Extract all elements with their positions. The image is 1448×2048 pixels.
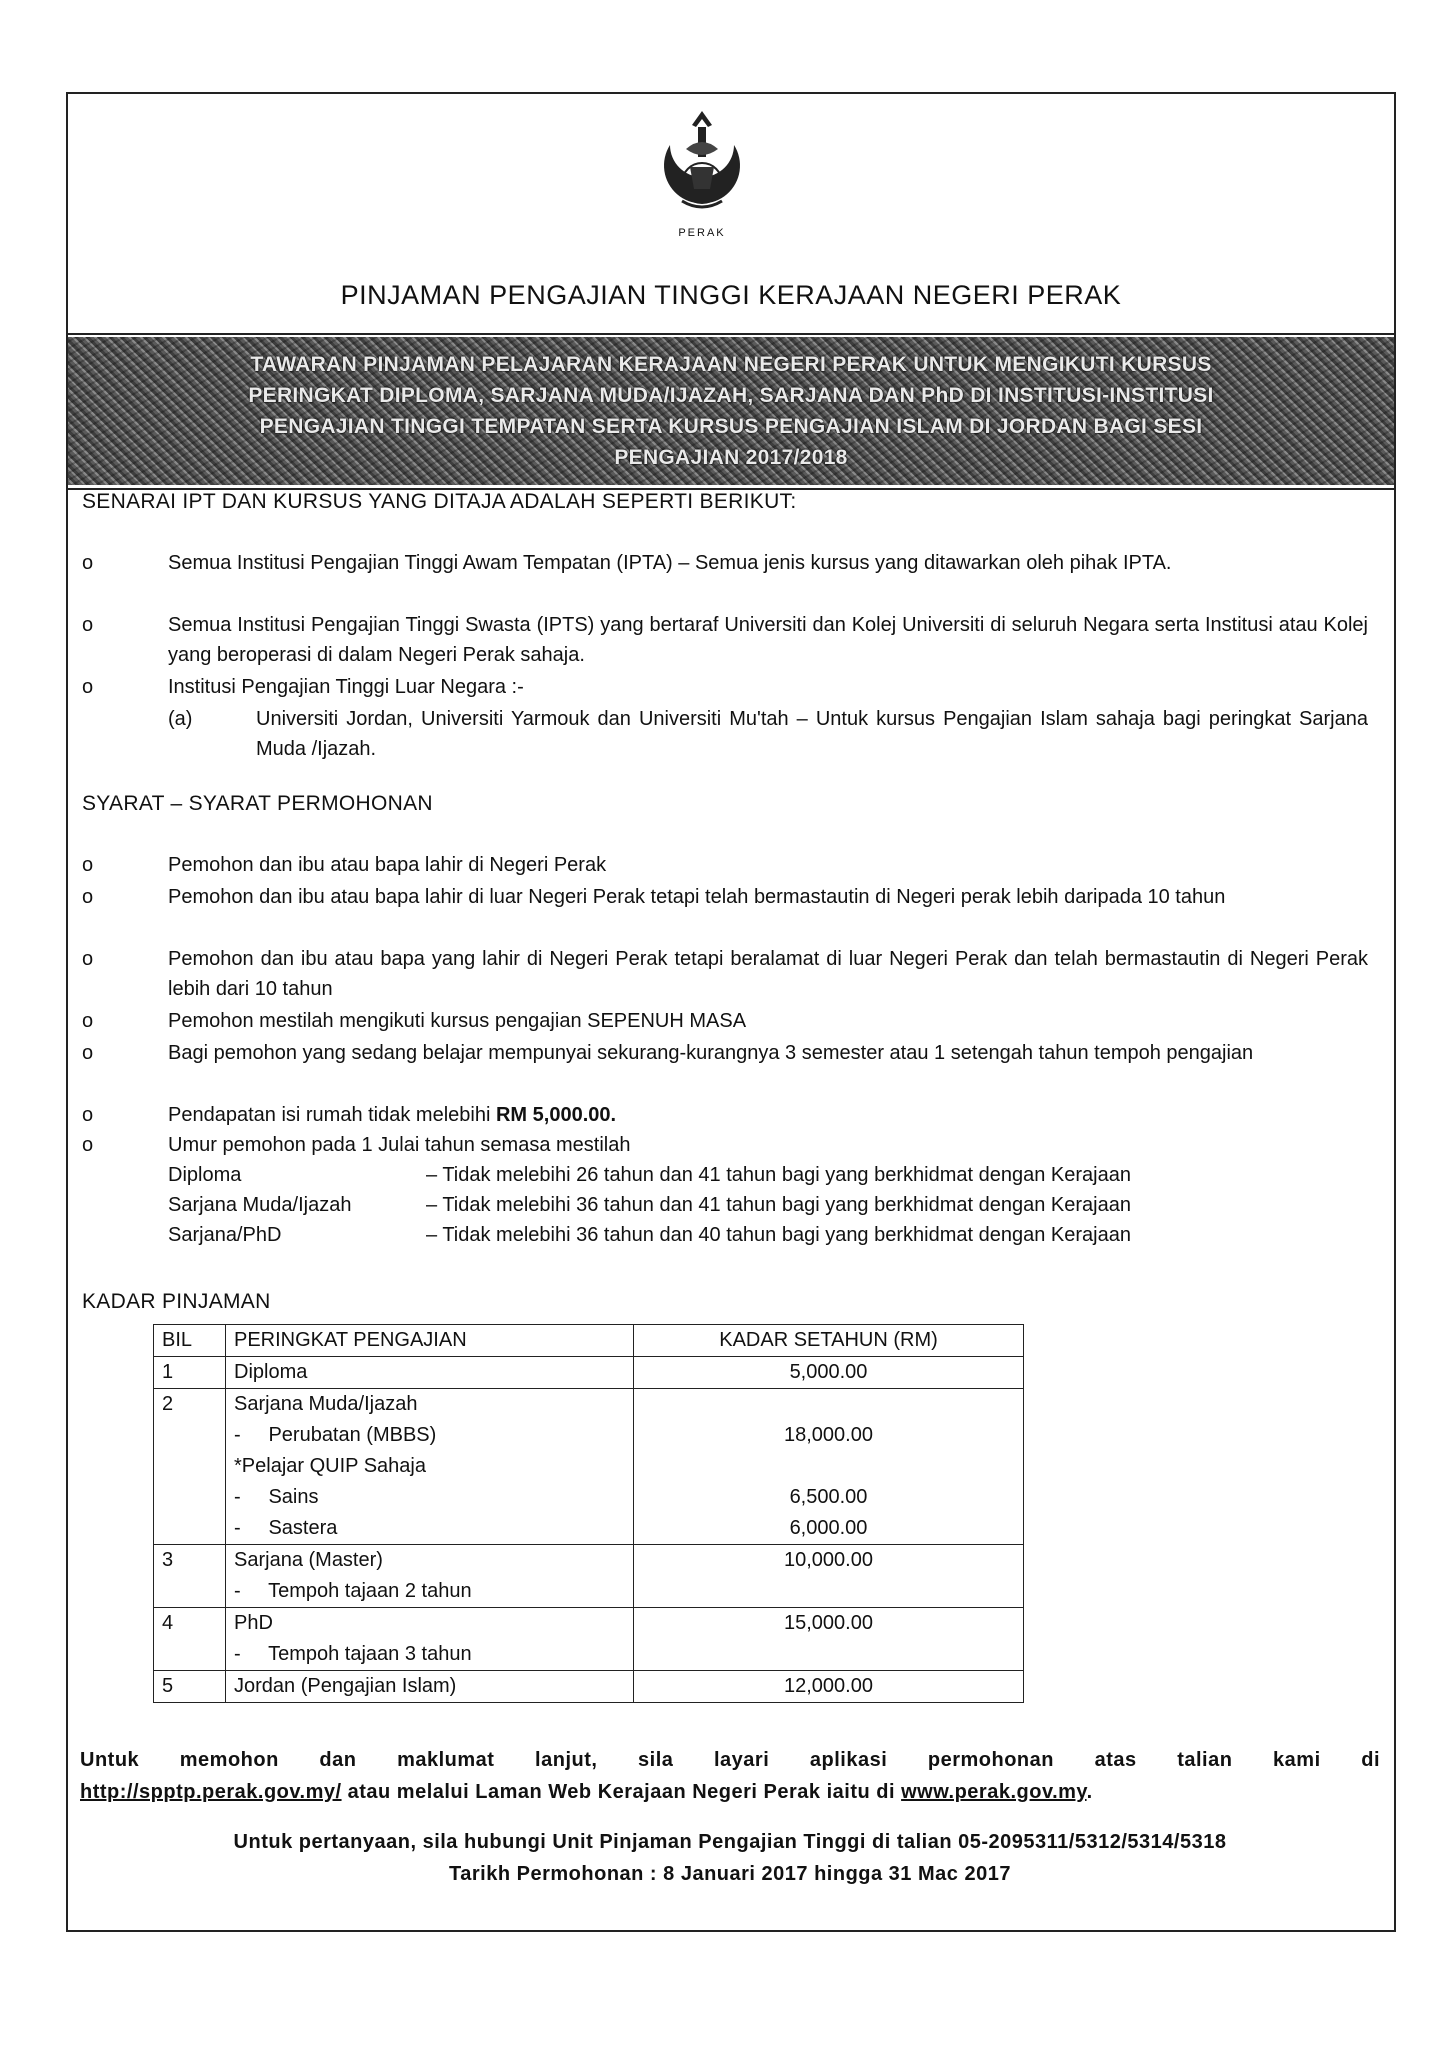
level-cell: - Sastera bbox=[226, 1513, 634, 1545]
rate-cell bbox=[634, 1639, 1024, 1671]
syarat-item: Pemohon dan ibu atau bapa lahir di luar Negeri Perak tetapi telah bermastautin di Negeri perak lebih daripada 10 tahun bbox=[168, 886, 1226, 908]
age-rule: – Tidak melebihi 36 tahun dan 40 tahun bagi yang berkhidmat dengan Kerajaan bbox=[426, 1224, 1131, 1246]
table-row bbox=[154, 1639, 1024, 1671]
ipt-item: Institusi Pengajian Tinggi Luar Negara :- bbox=[168, 676, 524, 698]
bil-cell: 1 bbox=[154, 1357, 226, 1389]
bullet: o bbox=[82, 948, 94, 970]
income-requirement bbox=[168, 1100, 1368, 1130]
age-rule: – Tidak melebihi 36 tahun dan 41 tahun bagi yang berkhidmat dengan Kerajaan bbox=[426, 1194, 1131, 1216]
syarat-item: Bagi pemohon yang sedang belajar mempunyai sekurang-kurangnya 3 semester atau 1 setengah tahun tempoh pengajian bbox=[168, 1042, 1254, 1064]
rate-cell: 10,000.00 bbox=[634, 1545, 1024, 1577]
table-row bbox=[154, 1513, 1024, 1545]
banner-line: PERINGKAT DIPLOMA, SARJANA MUDA/IJAZAH, SARJANA DAN PhD DI INSTITUSI-INSTITUSI bbox=[248, 384, 1214, 407]
age-rule: – Tidak melebihi 26 tahun dan 41 tahun bagi yang berkhidmat dengan Kerajaan bbox=[426, 1164, 1131, 1186]
rate-cell: 6,000.00 bbox=[634, 1513, 1024, 1545]
level-cell: Jordan (Pengajian Islam) bbox=[226, 1671, 634, 1703]
table-header-row bbox=[154, 1325, 1024, 1357]
table-row bbox=[154, 1608, 1024, 1640]
age-intro: Umur pemohon pada 1 Julai tahun semasa mestilah bbox=[168, 1134, 631, 1156]
bullet: o bbox=[82, 886, 94, 908]
table-row bbox=[154, 1451, 1024, 1482]
syarat-item: Pemohon dan ibu atau bapa lahir di Negeri Perak bbox=[168, 854, 607, 876]
crest-label: PERAK bbox=[678, 227, 726, 239]
rate-cell: 18,000.00 bbox=[634, 1420, 1024, 1451]
syarat-item: Pemohon dan ibu atau bapa yang lahir di Negeri Perak tetapi beralamat di luar Negeri Perak dan telah bermastautin di Negeri Perak lebih dari 10 tahun bbox=[168, 948, 1368, 1000]
table-row bbox=[154, 1576, 1024, 1608]
bullet: o bbox=[82, 1042, 94, 1064]
page-title: PINJAMAN PENGAJIAN TINGGI KERAJAAN NEGERI PERAK bbox=[340, 280, 1122, 310]
rate-cell bbox=[634, 1451, 1024, 1482]
table-row bbox=[154, 1482, 1024, 1513]
level-cell: - Sains bbox=[226, 1482, 634, 1513]
rate-cell bbox=[634, 1389, 1024, 1421]
spptp-link[interactable]: http://spptp.perak.gov.my/ bbox=[80, 1781, 342, 1803]
age-level: Diploma bbox=[168, 1164, 242, 1186]
loan-rate-table bbox=[153, 1324, 1024, 1703]
table-row bbox=[154, 1671, 1024, 1703]
banner-line: PENGAJIAN 2017/2018 bbox=[614, 446, 848, 469]
level-cell: - Perubatan (MBBS) bbox=[226, 1420, 634, 1451]
bullet: o bbox=[82, 1134, 94, 1156]
ipt-heading: SENARAI IPT DAN KURSUS YANG DITAJA ADALAH SEPERTI BERIKUT: bbox=[82, 490, 797, 513]
bullet: o bbox=[82, 676, 94, 698]
bullet: o bbox=[82, 1010, 94, 1032]
perak-crest bbox=[652, 105, 752, 245]
rate-cell: 12,000.00 bbox=[634, 1671, 1024, 1703]
banner-line: TAWARAN PINJAMAN PELAJARAN KERAJAAN NEGERI PERAK UNTUK MENGIKUTI KURSUS bbox=[250, 353, 1212, 376]
level-cell: PhD bbox=[226, 1608, 634, 1640]
application-dates: Tarikh Permohonan : 8 Januari 2017 hingga 31 Mac 2017 bbox=[449, 1863, 1011, 1885]
bil-cell: 3 bbox=[154, 1545, 226, 1608]
level-cell: Sarjana (Master) bbox=[226, 1545, 634, 1577]
perak-gov-link[interactable]: www.perak.gov.my bbox=[901, 1781, 1087, 1803]
ipt-item: Semua Institusi Pengajian Tinggi Swasta (IPTS) yang bertaraf Universiti dan Kolej Universiti di seluruh Negara serta Institusi atau Kolej yang beroperasi di dalam Negeri Perak sahaja. bbox=[168, 614, 1368, 666]
apply-text-line2 bbox=[80, 1776, 1380, 1808]
age-level: Sarjana Muda/Ijazah bbox=[168, 1194, 352, 1216]
ipt-item: Semua Institusi Pengajian Tinggi Awam Tempatan (IPTA) – Semua jenis kursus yang ditawarkan oleh pihak IPTA. bbox=[168, 552, 1172, 574]
rate-cell: 5,000.00 bbox=[634, 1357, 1024, 1389]
bullet: o bbox=[82, 1104, 94, 1126]
rate-cell bbox=[634, 1576, 1024, 1608]
apply-text-middle: atau melalui Laman Web Kerajaan Negeri Perak iaitu di bbox=[341, 1781, 902, 1803]
sub-item-text: Universiti Jordan, Universiti Yarmouk dan Universiti Mu'tah – Untuk kursus Pengajian Islam sahaja bagi peringkat Sarjana Muda /Ijazah. bbox=[256, 708, 1368, 760]
level-cell: - Tempoh tajaan 2 tahun bbox=[226, 1576, 634, 1608]
offer-banner bbox=[68, 337, 1394, 485]
bullet: o bbox=[82, 614, 94, 636]
age-level: Sarjana/PhD bbox=[168, 1224, 282, 1246]
syarat-item: Pemohon mestilah mengikuti kursus pengajian SEPENUH MASA bbox=[168, 1010, 747, 1032]
column-header: BIL bbox=[154, 1325, 226, 1357]
bullet: o bbox=[82, 552, 94, 574]
level-cell: Diploma bbox=[226, 1357, 634, 1389]
bil-cell: 2 bbox=[154, 1389, 226, 1545]
apply-text-line1: Untuk memohon dan maklumat lanjut, sila layari aplikasi permohonan atas talian kami di bbox=[80, 1749, 1380, 1771]
income-text: Pendapatan isi rumah tidak melebihi bbox=[168, 1104, 491, 1126]
table-row bbox=[154, 1357, 1024, 1389]
level-cell: Sarjana Muda/Ijazah bbox=[226, 1389, 634, 1421]
contact-info: Untuk pertanyaan, sila hubungi Unit Pinjaman Pengajian Tinggi di talian 05-2095311/5312/5314/5318 bbox=[233, 1831, 1227, 1853]
table-row bbox=[154, 1389, 1024, 1421]
rate-cell: 15,000.00 bbox=[634, 1608, 1024, 1640]
syarat-heading: SYARAT – SYARAT PERMOHONAN bbox=[82, 792, 433, 815]
rate-cell: 6,500.00 bbox=[634, 1482, 1024, 1513]
bil-cell: 4 bbox=[154, 1608, 226, 1671]
income-amount: RM 5,000.00. bbox=[495, 1104, 617, 1126]
column-header: PERINGKAT PENGAJIAN bbox=[226, 1325, 634, 1357]
bullet: o bbox=[82, 854, 94, 876]
column-header: KADAR SETAHUN (RM) bbox=[634, 1325, 1024, 1357]
crest-emblem-icon bbox=[652, 105, 752, 225]
apply-text-end: . bbox=[1086, 1781, 1093, 1803]
level-cell: - Tempoh tajaan 3 tahun bbox=[226, 1639, 634, 1671]
table-row bbox=[154, 1420, 1024, 1451]
bil-cell: 5 bbox=[154, 1671, 226, 1703]
level-cell: *Pelajar QUIP Sahaja bbox=[226, 1451, 634, 1482]
sub-item-label: (a) bbox=[168, 708, 193, 730]
banner-line: PENGAJIAN TINGGI TEMPATAN SERTA KURSUS PENGAJIAN ISLAM DI JORDAN BAGI SESI bbox=[259, 415, 1203, 438]
table-row bbox=[154, 1545, 1024, 1577]
kadar-heading: KADAR PINJAMAN bbox=[82, 1290, 271, 1313]
title-divider bbox=[66, 333, 1396, 335]
